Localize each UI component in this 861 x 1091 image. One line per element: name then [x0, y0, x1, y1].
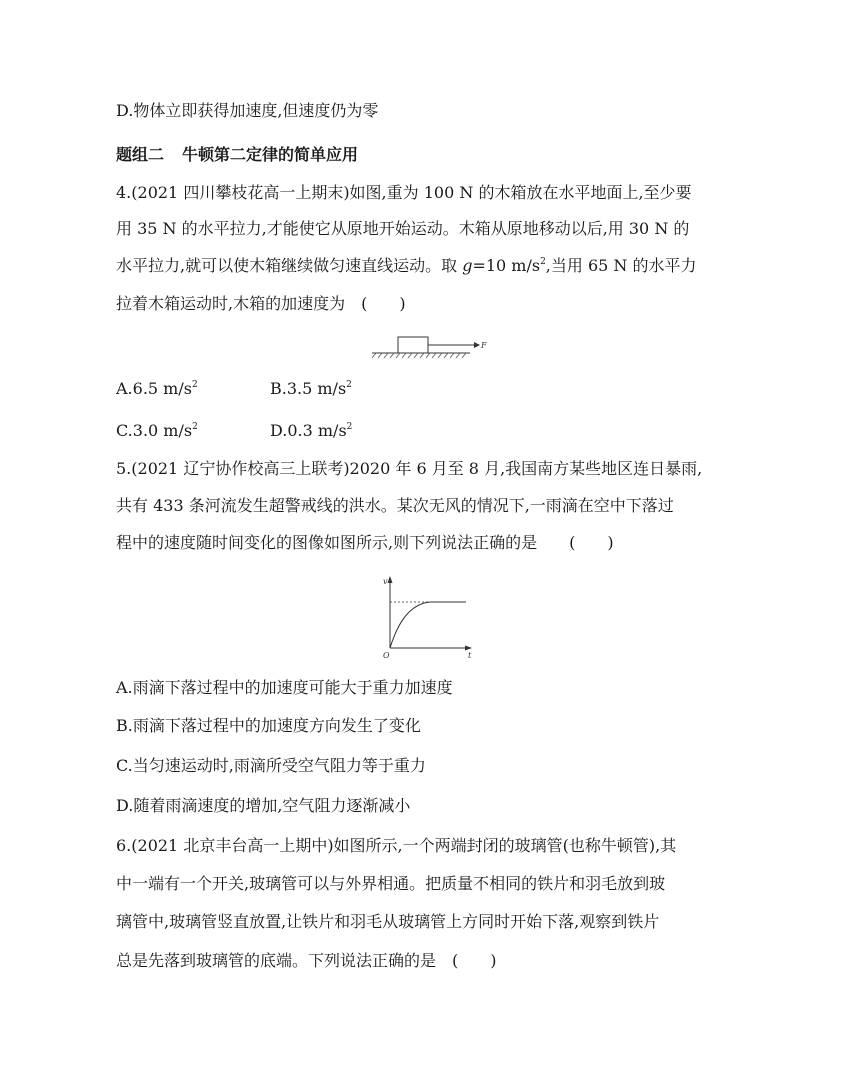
q5-stem-line-2: 共有 433 条河流发生超警戒线的洪水。某次无风的情况下,一雨滴在空中下落过 [116, 496, 674, 515]
y-axis-label: v [383, 577, 388, 586]
q5-option-c: C.当匀速运动时,雨滴所受空气阻力等于重力 [116, 756, 426, 775]
section-title: 牛顿第二定律的简单应用 [182, 145, 359, 164]
box [398, 337, 428, 353]
q5-option-d: D.随着雨滴速度的增加,空气阻力逐渐减小 [116, 796, 411, 815]
q4-line3-text-c: ,当用 65 N 的水平力 [545, 256, 697, 275]
section-heading [116, 144, 358, 166]
q4-line3-text-a: 水平拉力,就可以使木箱继续做匀速直线运动。取 [116, 256, 463, 275]
q5-stem-line-1: 5.(2021 辽宁协作校高三上联考)2020 年 6 月至 8 月,我国南方某些地区连日暴雨, [116, 459, 703, 478]
q5-stem-line-3: 程中的速度随时间变化的图像如图所示,则下列说法正确的是 ( ) [116, 533, 614, 552]
q4-stem-line-3 [116, 255, 697, 277]
q4-option-c: C.3.0 $m/s^2$ [116, 421, 198, 440]
ground-hatching [372, 353, 466, 358]
q6-stem-line-1: 6.(2021 北京丰台高一上期中)如图所示,一个两端封闭的玻璃管(也称牛顿管),其 [116, 836, 677, 855]
q4-stem-line-4: 拉着木箱运动时,木箱的加速度为 ( ) [116, 294, 406, 313]
x-axis-label: t [468, 651, 472, 660]
q4-box-figure [370, 334, 490, 360]
q4-stem-line-2: 用 35 N 的水平拉力,才能使它从原地开始运动。木箱从原地移动以后,用 30 N 的 [116, 219, 690, 238]
q5-option-a: A.雨滴下落过程中的加速度可能大于重力加速度 [116, 678, 453, 697]
force-arrowhead [474, 342, 480, 348]
force-label: F [481, 341, 487, 350]
q6-stem-line-2: 中一端有一个开关,玻璃管可以与外界相通。把质量不相同的铁片和羽毛放到玻 [116, 874, 666, 893]
q3-option-d: D.物体立即获得加速度,但速度仍为零 [116, 101, 379, 120]
q4-option-d: D.0.3 $m/s^2$ [270, 421, 353, 440]
q6-stem-line-4: 总是先落到玻璃管的底端。下列说法正确的是 ( ) [116, 951, 497, 970]
q5-vt-graph [378, 572, 478, 662]
q4-gravity-symbol: g [462, 256, 473, 275]
section-label: 题组二 [116, 145, 165, 164]
q6-stem-line-3: 璃管中,玻璃管竖直放置,让铁片和羽毛从玻璃管上方同时开始下落,观察到铁片 [116, 912, 660, 931]
q4-option-b: B.3.5 $m/s^2$ [270, 379, 352, 398]
q4-stem-line-1: 4.(2021 四川攀枝花高一上期末)如图,重为 100 N 的木箱放在水平地面上,至少要 [116, 183, 692, 202]
q4-line3-sup: 2 [540, 257, 546, 267]
q4-line3-text-b: =10 m/s [472, 256, 541, 275]
q4-option-a: A.6.5 $m/s^2$ [116, 379, 198, 398]
x-axis-arrow [465, 646, 472, 651]
velocity-curve [390, 602, 466, 648]
y-axis-arrow [388, 576, 393, 583]
q5-option-b: B.雨滴下落过程中的加速度方向发生了变化 [116, 716, 421, 735]
origin-label: O [383, 651, 390, 660]
